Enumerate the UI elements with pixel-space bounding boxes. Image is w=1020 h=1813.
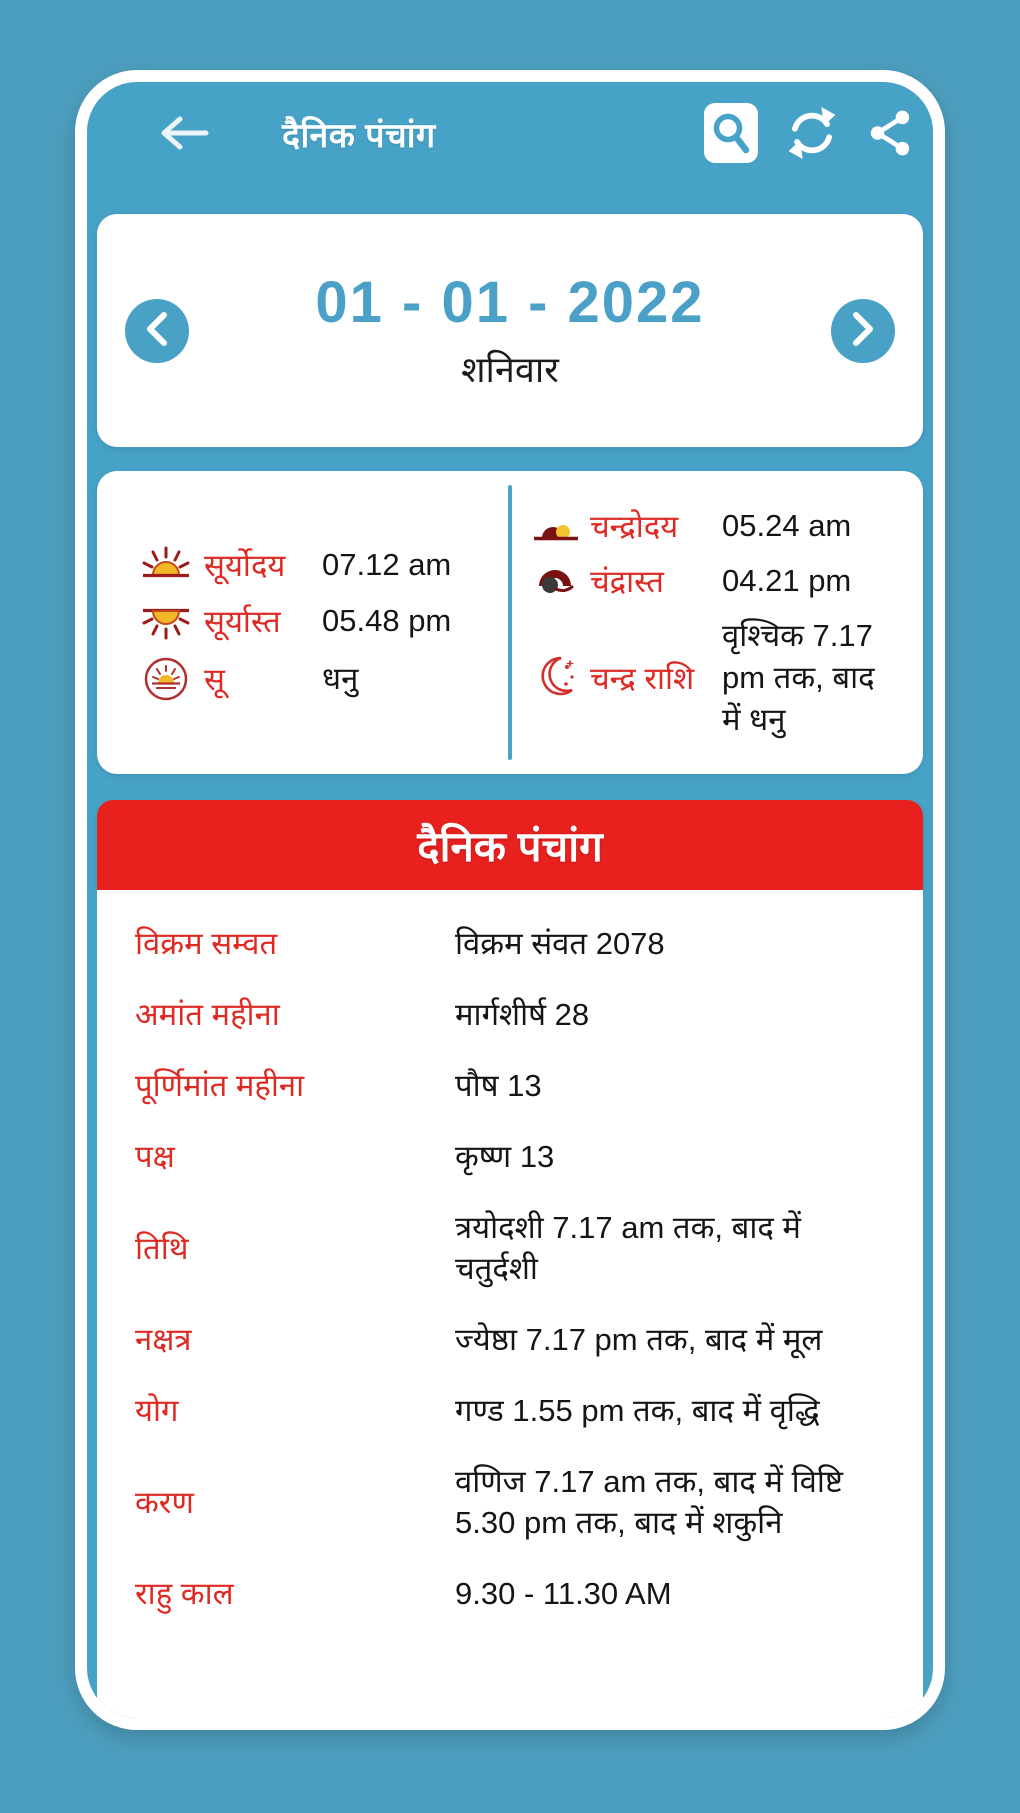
row-label: योग — [135, 1393, 179, 1428]
search-button[interactable] — [703, 102, 759, 167]
table-row — [135, 1121, 885, 1192]
panchang-table — [97, 890, 923, 1730]
page-title: दैनिक पंचांग — [282, 117, 436, 155]
row-value: 9.30 - 11.30 AM — [455, 1576, 672, 1611]
table-row — [135, 979, 885, 1050]
row-value: विक्रम संवत 2078 — [455, 926, 665, 961]
row-label: अमांत महीना — [135, 997, 280, 1032]
moon-info-label: चन्द्र राशि — [590, 660, 695, 696]
table-row — [135, 1558, 885, 1629]
moon-column — [510, 471, 923, 774]
moon-info-row — [532, 560, 883, 602]
row-label: करण — [135, 1484, 194, 1520]
vertical-divider — [508, 485, 512, 760]
sun-info-row — [142, 600, 510, 642]
sun-info-row — [142, 544, 510, 586]
sunset-icon — [142, 602, 190, 640]
chevron-left-icon — [144, 309, 170, 352]
moonrise-icon — [532, 507, 580, 545]
back-button[interactable] — [158, 111, 210, 158]
row-value: ज्येष्ठा 7.17 pm तक, बाद में मूल — [455, 1322, 823, 1357]
sun-column — [97, 471, 510, 774]
sunrise-icon — [142, 546, 190, 584]
date-display — [189, 269, 831, 393]
moon-info-value: वृश्चिक 7.17 pm तक, बाद में धनु — [722, 617, 875, 737]
moon-info-value: 04.21 pm — [722, 562, 852, 598]
refresh-icon — [785, 106, 839, 163]
row-value: मार्गशीर्ष 28 — [455, 997, 590, 1032]
sun-info-label: सू — [204, 661, 225, 697]
moon-info-label: चंद्रास्त — [590, 563, 664, 599]
app-window — [75, 70, 945, 1730]
moon-sign-icon — [532, 655, 580, 701]
back-arrow-icon — [158, 111, 210, 158]
row-value: त्रयोदशी 7.17 am तक, बाद में चतुर्दशी — [455, 1210, 801, 1286]
moon-info-label: चन्द्रोदय — [590, 508, 679, 544]
sun-info-value: धनु — [322, 660, 359, 696]
row-label: पूर्णिमांत महीना — [135, 1068, 305, 1103]
row-label: तिथि — [135, 1230, 189, 1266]
previous-day-button[interactable] — [125, 299, 189, 363]
sun-circle-icon — [142, 656, 190, 702]
sun-info-label: सूर्यास्त — [204, 603, 281, 639]
search-icon — [703, 102, 759, 167]
app-bar — [87, 94, 933, 174]
next-day-button[interactable] — [831, 299, 895, 363]
table-row — [135, 1192, 885, 1304]
table-row — [135, 908, 885, 979]
sun-info-value: 07.12 am — [322, 546, 452, 582]
row-label: नक्षत्र — [135, 1322, 192, 1357]
sun-moon-card — [97, 471, 923, 774]
share-icon — [865, 106, 917, 163]
sun-info-row — [142, 656, 510, 702]
refresh-button[interactable] — [785, 106, 839, 163]
weekday-value: शनिवार — [461, 348, 559, 390]
row-value: कृष्ण 13 — [455, 1139, 555, 1174]
row-label: राहु काल — [135, 1576, 234, 1611]
moon-info-value: 05.24 am — [722, 507, 852, 543]
row-value: पौष 13 — [455, 1068, 542, 1103]
sun-info-label: सूर्योदय — [204, 547, 286, 583]
row-label: विक्रम सम्वत — [135, 926, 278, 961]
sun-info-value: 05.48 pm — [322, 602, 452, 638]
table-row — [135, 1304, 885, 1375]
moon-info-row — [532, 615, 883, 741]
panchang-title: दैनिक पंचांग — [417, 822, 603, 870]
date-card — [97, 214, 923, 447]
date-value: 01 - 01 - 2022 — [315, 269, 705, 335]
moonset-icon — [532, 562, 580, 600]
moon-info-row — [532, 505, 883, 547]
chevron-right-icon — [850, 309, 876, 352]
table-row — [135, 1375, 885, 1446]
panchang-banner — [97, 800, 923, 890]
row-value: वणिज 7.17 am तक, बाद में विष्टि 5.30 pm तक, बाद में शकुनि — [455, 1464, 843, 1540]
table-row — [135, 1446, 885, 1558]
table-row — [135, 1050, 885, 1121]
row-label: पक्ष — [135, 1139, 175, 1174]
share-button[interactable] — [865, 106, 917, 163]
row-value: गण्ड 1.55 pm तक, बाद में वृद्धि — [455, 1393, 820, 1428]
